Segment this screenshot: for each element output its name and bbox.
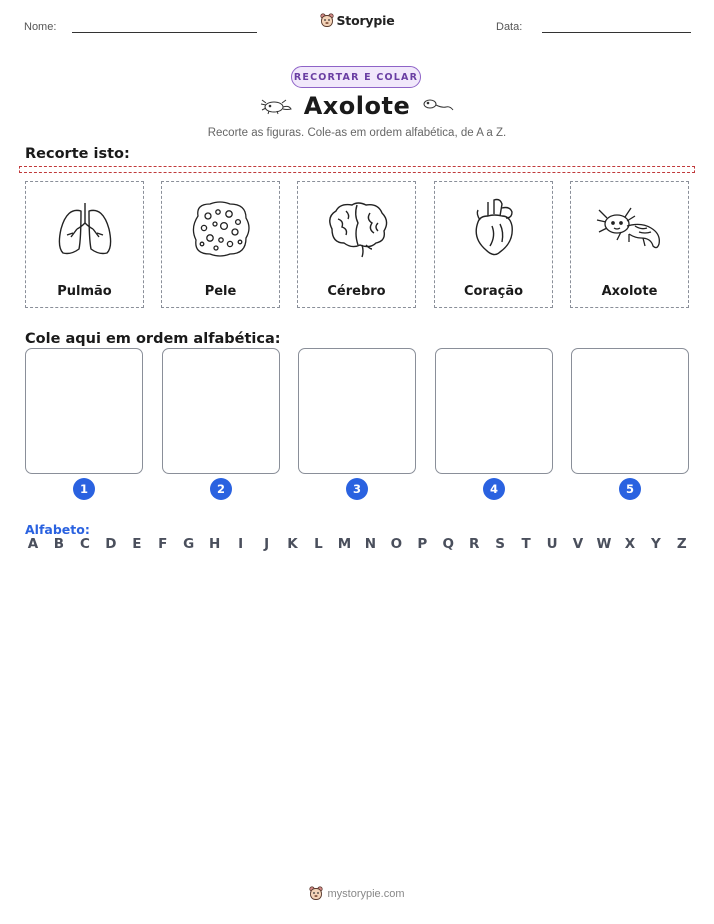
- alphabet-letter: Q: [442, 536, 454, 552]
- date-label: Data:: [496, 21, 523, 33]
- alphabet-letter: M: [337, 536, 352, 552]
- alphabet-letter: K: [287, 536, 298, 552]
- alphabet-letter: T: [521, 536, 531, 552]
- footer: [0, 886, 714, 901]
- alphabet-letter: X: [624, 536, 636, 552]
- alphabet-letter: D: [105, 536, 117, 552]
- paste-heading: Cole aqui em ordem alfabética:: [25, 331, 281, 347]
- alphabet-letter: J: [264, 536, 270, 552]
- number-badge: 4: [483, 478, 505, 500]
- page-title: Axolote: [303, 92, 411, 120]
- alphabet-letter: F: [158, 536, 168, 552]
- axolotl-icon: [571, 190, 688, 268]
- cut-heading: Recorte isto:: [25, 146, 130, 162]
- name-line[interactable]: [72, 32, 257, 33]
- alphabet-letter: S: [495, 536, 506, 552]
- card-label: Pele: [204, 284, 237, 299]
- instructions: Recorte as figuras. Cole-as em ordem alfabética, de A a Z.: [207, 127, 507, 139]
- alphabet-letter: O: [390, 536, 403, 552]
- skin-icon: [162, 190, 279, 268]
- alphabet-letter: U: [546, 536, 558, 552]
- brain-icon: [298, 190, 415, 268]
- brand-logo: [0, 13, 714, 28]
- alphabet-letter: C: [79, 536, 90, 552]
- alphabet-letter: I: [238, 536, 244, 552]
- number-badge: 1: [73, 478, 95, 500]
- number-badge: 3: [346, 478, 368, 500]
- card-label: Pulmão: [57, 284, 112, 299]
- cut-card[interactable]: [161, 181, 280, 308]
- alphabet-letter: N: [364, 536, 377, 552]
- alphabet-letter: Z: [676, 536, 687, 552]
- cut-card[interactable]: [570, 181, 689, 308]
- alphabet-letter: L: [314, 536, 323, 552]
- alphabet-letter: W: [596, 536, 612, 552]
- alphabet-letter: B: [53, 536, 65, 552]
- card-label: Axolote: [601, 284, 658, 299]
- alphabet-letters: [25, 536, 690, 552]
- alphabet-letter: V: [572, 536, 584, 552]
- lungs-icon: [26, 190, 143, 268]
- bear-icon: [309, 886, 323, 901]
- axolotl-doodle-icon: [260, 96, 292, 116]
- alphabet-letter: P: [417, 536, 428, 552]
- paste-box-3[interactable]: [298, 348, 416, 474]
- number-badge: 5: [619, 478, 641, 500]
- heart-icon: [435, 190, 552, 268]
- title-row: [0, 92, 714, 120]
- paste-box-4[interactable]: [435, 348, 553, 474]
- alphabet-letter: E: [132, 536, 142, 552]
- tadpole-doodle-icon: [422, 97, 454, 115]
- number-badge: 2: [210, 478, 232, 500]
- cut-card[interactable]: [434, 181, 553, 308]
- date-line[interactable]: [542, 32, 691, 33]
- alphabet-letter: R: [469, 536, 480, 552]
- bear-icon: [320, 13, 334, 28]
- activity-badge: RECORTAR E COLAR: [291, 66, 421, 88]
- alphabet-letter: H: [209, 536, 221, 552]
- cut-card[interactable]: [297, 181, 416, 308]
- cut-line: [19, 166, 695, 173]
- alphabet-letter: A: [27, 536, 39, 552]
- name-label: Nome:: [24, 21, 57, 33]
- paste-box-2[interactable]: [162, 348, 280, 474]
- alphabet-letter: Y: [650, 536, 661, 552]
- alphabet-label: Alfabeto:: [25, 522, 90, 537]
- cut-card[interactable]: [25, 181, 144, 308]
- brand-name: Storypie: [336, 13, 395, 28]
- alphabet-letter: G: [183, 536, 195, 552]
- card-label: Coração: [463, 284, 524, 299]
- paste-box-1[interactable]: [25, 348, 143, 474]
- card-label: Cérebro: [327, 284, 386, 299]
- footer-url[interactable]: mystorypie.com: [327, 887, 405, 900]
- paste-box-5[interactable]: [571, 348, 689, 474]
